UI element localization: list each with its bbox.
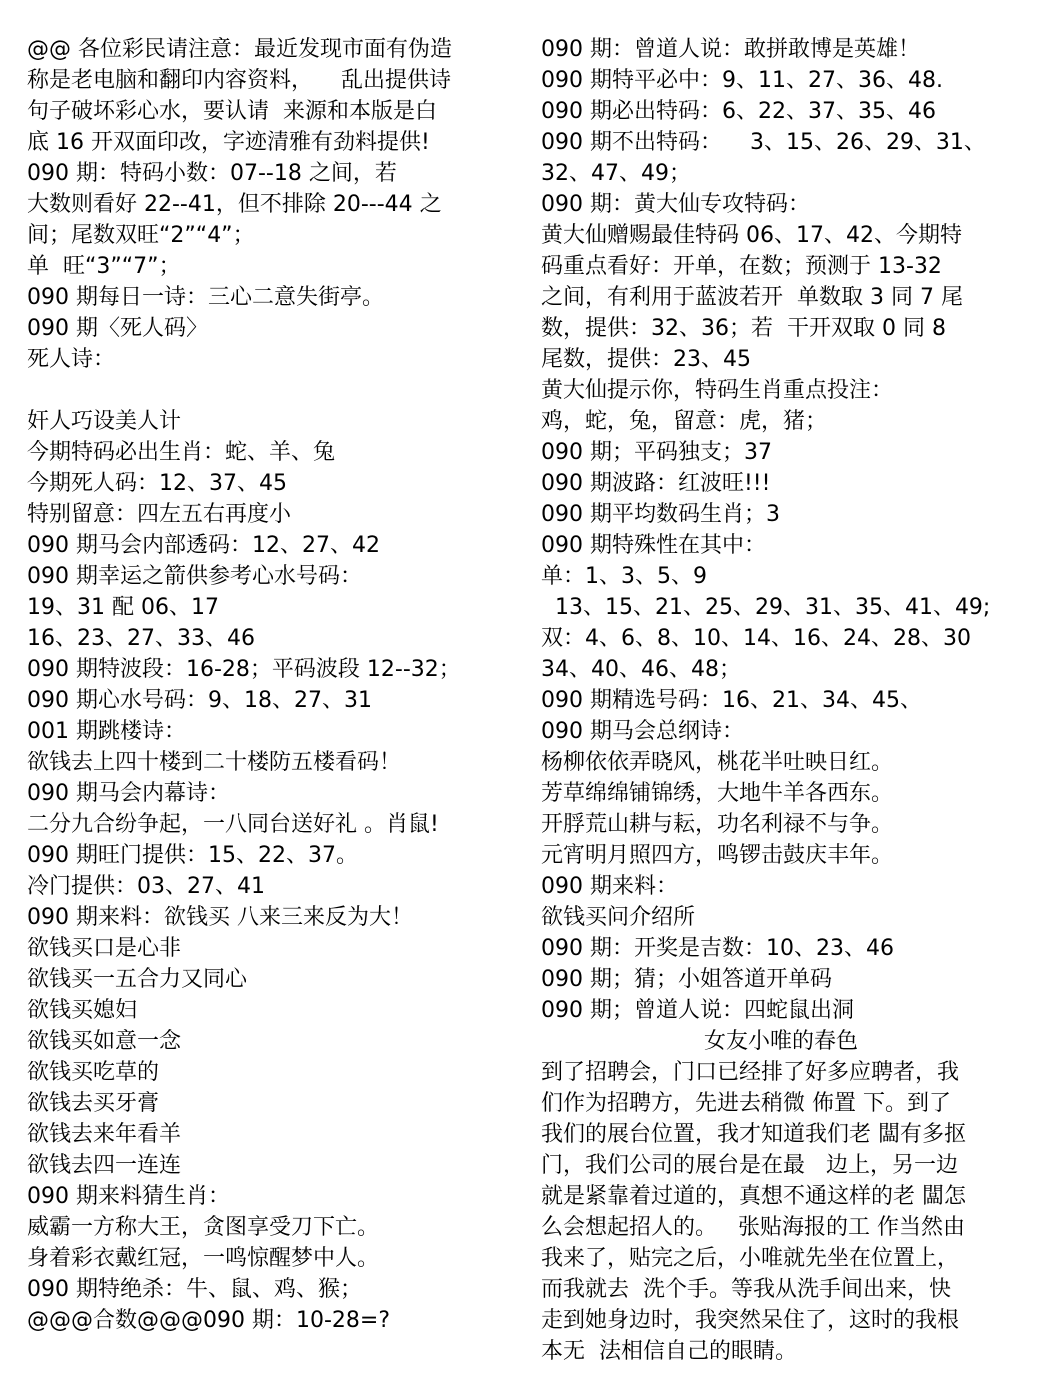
line-text: 090 期心水号码：9、18、27、31: [27, 688, 372, 713]
line-text: 单 旺“3”“7”；: [27, 254, 181, 279]
line-text: 欲钱去上四十楼到二十楼防五楼看码！: [27, 750, 402, 775]
text-line: [541, 127, 1019, 158]
line-text: 090 期马会内幕诗：: [27, 781, 230, 806]
text-line: [541, 778, 1019, 809]
text-line: [27, 995, 507, 1026]
text-line: [27, 561, 507, 592]
text-line: [541, 189, 1019, 220]
line-text: 单：1、3、5、9: [541, 564, 707, 589]
line-text: 090 期：曾道人说：敢拼敢博是英雄！: [541, 37, 920, 62]
line-text: 090 期特殊性在其中：: [541, 533, 766, 558]
text-line: [541, 561, 1019, 592]
text-line: [27, 282, 507, 313]
story-line: 就是紧靠着过道的，真想不通这样的老 闆怎: [541, 1184, 966, 1209]
line-text: 090 期幸运之箭供参考心水号码：: [27, 564, 362, 589]
line-text: 元宵明月照四方，鸣锣击鼓庆丰年。: [541, 843, 894, 868]
line-text: 090 期特绝杀：牛、鼠、鸡、猴；: [27, 1277, 362, 1302]
line-text: 090 期旺门提供：15、22、37。: [27, 843, 358, 868]
text-line: [27, 34, 507, 65]
text-line: [541, 654, 1019, 685]
text-line: [27, 313, 507, 344]
text-line: [541, 933, 1019, 964]
text-line: [541, 840, 1019, 871]
text-line: [27, 902, 507, 933]
text-line: [541, 871, 1019, 902]
text-line: [27, 1305, 507, 1336]
line-text: 090 期不出特码： 3、15、26、29、31、: [541, 130, 986, 155]
line-text: 数，提供：32、36；若 干开双取 0 同 8: [541, 316, 946, 341]
text-line: [541, 375, 1019, 406]
line-poem-text: 三心二意失街亭: [208, 285, 363, 310]
text-line: [27, 716, 507, 747]
text-line: [27, 251, 507, 282]
text-line: [27, 840, 507, 871]
text-line: [541, 344, 1019, 375]
line-tail: 。: [362, 285, 385, 310]
text-line: [27, 1119, 507, 1150]
line-text: 19、31 配 06、17: [27, 595, 219, 620]
line-text: 090 期马会内部透码：12、27、42: [27, 533, 380, 558]
line-text: 090 期特平必中：9、11、27、36、48.: [541, 68, 943, 93]
line-text: 090 期：黄大仙专攻特码：: [541, 192, 810, 217]
line-text: 特别留意：: [27, 502, 138, 527]
line-text: 090 期：开奖是吉数：10、23、46: [541, 936, 894, 961]
text-line: [541, 499, 1019, 530]
story-line: 门，我们公司的展台是在最 边上，另一边: [541, 1153, 958, 1178]
line-text: 黄大仙赠赐最佳特码 06、17、42、今期特: [541, 223, 962, 248]
line-text: 090 期来料：: [541, 874, 678, 899]
text-line: [541, 437, 1019, 468]
line-text: 尾数，提供：23、45: [541, 347, 751, 372]
story-line: 么会想起招人的。 张贴海报的工 作当然由: [541, 1215, 965, 1240]
text-line: [27, 96, 507, 127]
line-text: 090 期；曾道人说：四蛇鼠出洞: [541, 998, 854, 1023]
line-text: 间；尾数双旺“2”“4”；: [27, 223, 255, 248]
text-line: [27, 375, 507, 406]
line-text: 冷门提供：03、27、41: [27, 874, 265, 899]
text-line: [541, 809, 1019, 840]
line-text: 090 期平均数码生肖；3: [541, 502, 780, 527]
text-line: [27, 747, 507, 778]
line-text: 威霸一方称大王，贪图享受刀下亡。: [27, 1215, 380, 1240]
line-text: 欲钱去来年看羊: [27, 1122, 182, 1147]
line-text: 欲钱买一五合力又同心: [27, 967, 248, 992]
text-line: [27, 1274, 507, 1305]
text-line: [27, 1088, 507, 1119]
line-text: 欲钱买媳妇: [27, 998, 138, 1023]
line-text: 今期特码必出生肖：蛇、羊、兔: [27, 440, 336, 465]
text-line: [27, 530, 507, 561]
line-text: 090 期精选号码：16、21、34、45、: [541, 688, 922, 713]
line-text: 001 期跳楼诗：: [27, 719, 186, 744]
right-column-lines: [541, 34, 1019, 1026]
text-line: [27, 809, 507, 840]
text-line: [541, 623, 1019, 654]
line-text: 090 期〈死人码〉: [27, 316, 208, 341]
text-line: [541, 65, 1019, 96]
story-line: 们作为招聘方，先进去稍微 佈置 下。到了: [541, 1091, 951, 1116]
text-line: [27, 623, 507, 654]
line-text: 死人诗：: [27, 347, 116, 372]
line-text: 090 期马会总纲诗：: [541, 719, 744, 744]
text-line: [27, 189, 507, 220]
line-text: @@ 各位彩民请注意：最近发现市面有伪造: [27, 37, 452, 62]
text-line: [27, 220, 507, 251]
line-text: 090 期来料：欲钱买 八来三来反为大！: [27, 905, 413, 930]
line-text: 090 期；平码独支；37: [541, 440, 772, 465]
text-line: [541, 158, 1019, 189]
text-line: [27, 158, 507, 189]
text-line: [27, 964, 507, 995]
line-text: 底 16 开双面印改，字迹清雅有劲料提供!: [27, 130, 430, 155]
text-line: [541, 592, 1019, 623]
text-line: [27, 499, 507, 530]
text-line: [27, 344, 507, 375]
line-text: 16、23、27、33、46: [27, 626, 255, 651]
line-text: 芳草绵绵铺锦绣，大地牛羊各西东。: [541, 781, 894, 806]
line-text: @@@合数@@@090 期：10-28=?: [27, 1308, 391, 1333]
text-line: [541, 685, 1019, 716]
line-text: 开脬荒山耕与耘，功名利禄不与争。: [541, 812, 894, 837]
line-text: 090 期：特码小数：07--18 之间，若: [27, 161, 397, 186]
text-line: [27, 65, 507, 96]
line-text: 大数则看好 22--41，但不排除 20---44 之: [27, 192, 442, 217]
text-line: [27, 778, 507, 809]
line-text: 090 期来料猜生肖：: [27, 1184, 230, 1209]
right-column: [541, 34, 1019, 1367]
story-line: 到了招聘会，门口已经排了好多应聘者，我: [541, 1060, 960, 1085]
line-text: 称是老电脑和翻印内容资料， 乱出提供诗: [27, 68, 451, 93]
line-text: 090 期每日一诗：: [27, 285, 208, 310]
line-text: 双：4、6、8、10、14、16、24、28、30: [541, 626, 971, 651]
text-line: [27, 1150, 507, 1181]
line-text: 杨柳依依弄晓风，桃花半吐映日红。: [541, 750, 894, 775]
line-text: 090 期特波段：16-28；平码波段 12--32；: [27, 657, 461, 682]
text-line: [27, 685, 507, 716]
line-text: 欲钱买吃草的: [27, 1060, 160, 1085]
story-line: 本无 法相信自己的眼睛。: [541, 1339, 797, 1364]
line-text: 090 期必出特码：6、22、37、35、46: [541, 99, 936, 124]
line-text: 欲钱买问介绍所: [541, 905, 696, 930]
story-line: 我来了，贴完之后，小唯就先坐在位置上，: [541, 1246, 960, 1271]
text-line: [27, 406, 507, 437]
line-text: 32、47、49；: [541, 161, 691, 186]
text-line: [541, 251, 1019, 282]
text-line: [541, 96, 1019, 127]
story-title: 女友小唯的春色: [703, 1029, 858, 1054]
text-line: [27, 127, 507, 158]
line-text: 二分九合纷争起，一八同台送好礼 。肖鼠!: [27, 812, 439, 837]
line-text: 句子破坏彩心水，要认请 来源和本版是白: [27, 99, 437, 124]
line-poem-text: 四左五右再度小: [137, 502, 292, 527]
line-text: 奸人巧设美人计: [27, 409, 182, 434]
text-line: [27, 933, 507, 964]
line-text: 34、40、46、48；: [541, 657, 741, 682]
story-line: 走到她身边时，我突然呆住了，这时的我根: [541, 1308, 960, 1333]
text-line: [541, 220, 1019, 251]
story-line: 而我就去 洗个手。等我从洗手间出来，快: [541, 1277, 951, 1302]
line-text: 身着彩衣戴红冠，一鸣惊醒梦中人。: [27, 1246, 380, 1271]
line-text: 鸡，蛇，兔，留意：虎，猪；: [541, 409, 828, 434]
text-line: [27, 437, 507, 468]
line-text: 黄大仙提示你，特码生肖重点投注：: [541, 378, 894, 403]
text-line: [541, 902, 1019, 933]
text-line: [541, 468, 1019, 499]
line-text: 13、15、21、25、29、31、35、41、49;: [541, 595, 991, 620]
left-column: [27, 34, 507, 1336]
text-line: [27, 1243, 507, 1274]
text-line: [541, 716, 1019, 747]
line-text: 090 期波路：红波旺!!!: [541, 471, 771, 496]
text-line: [27, 1212, 507, 1243]
text-line: [27, 871, 507, 902]
story-line: 我们的展台位置，我才知道我们老 闆有多抠: [541, 1122, 966, 1147]
line-text: 欲钱去买牙膏: [27, 1091, 160, 1116]
line-text: 之间，有利用于蓝波若开 单数取 3 同 7 尾: [541, 285, 963, 310]
line-text: 090 期；猜；小姐答道开单码: [541, 967, 832, 992]
text-line: [541, 747, 1019, 778]
text-line: [27, 468, 507, 499]
text-line: [541, 530, 1019, 561]
text-line: [27, 592, 507, 623]
text-line: [541, 282, 1019, 313]
line-text: 欲钱去四一连连: [27, 1153, 182, 1178]
line-text: 欲钱买如意一念: [27, 1029, 182, 1054]
text-line: [541, 406, 1019, 437]
line-text: 欲钱买口是心非: [27, 936, 182, 961]
text-line: [27, 1026, 507, 1057]
line-text: 码重点看好：开单，在数；预测于 13-32: [541, 254, 942, 279]
text-line: [27, 1181, 507, 1212]
text-line: [541, 964, 1019, 995]
text-line: [541, 34, 1019, 65]
line-text: 今期死人码：12、37、45: [27, 471, 287, 496]
text-line: [541, 313, 1019, 344]
text-line: [27, 654, 507, 685]
text-line: [27, 1057, 507, 1088]
text-line: [541, 995, 1019, 1026]
story-body: [541, 1057, 1019, 1367]
